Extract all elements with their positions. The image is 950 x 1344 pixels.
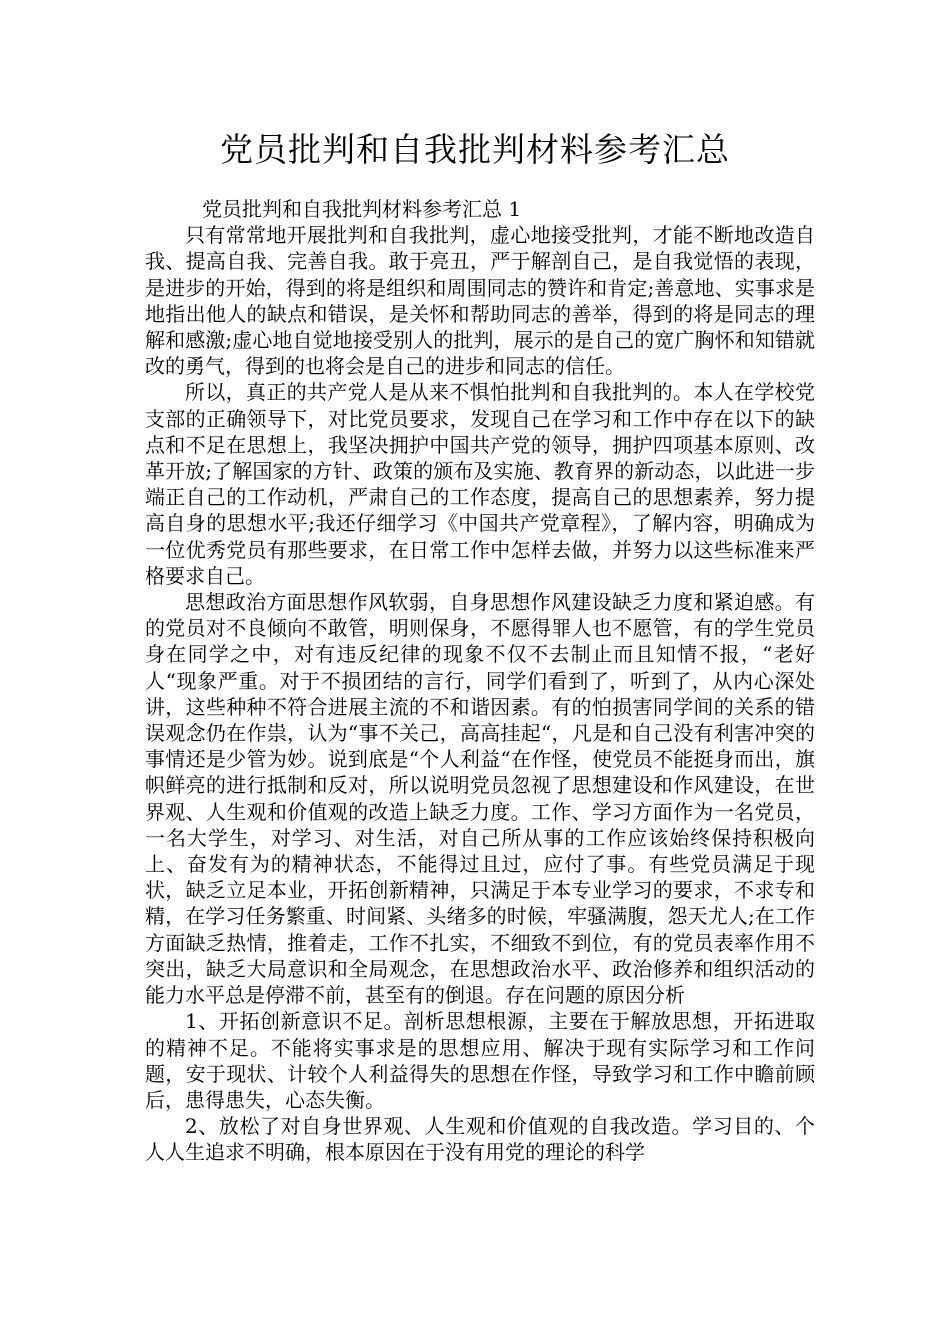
document-body (145, 196, 815, 1166)
paragraph-3: 思想政治方面思想作风软弱，自身思想作风建设缺乏力度和紧迫感。有的党员对不良倾向不敢管，明则保身，不愿得罪人也不愿管，有的学生党员身在同学之中，对有违反纪律的现象不仅不去制止而且知情不报，“老好人“现象严重。对于不损团结的言行，同学们看到了，听到了，从内心深处讲，这些种种不符合进展主流的不和谐因素。有的怕损害同学间的关系的错误观念仍在作祟，认为“事不关己，高高挂起“，凡是和自己没有利害冲突的事情还是少管为妙。说到底是“个人利益“在作怪，使党员不能挺身而出，旗帜鲜亮的进行抵制和反对，所以说明党员忽视了思想建设和作风建设，在世界观、人生观和价值观的改造上缺乏力度。工作、学习方面作为一名党员，一名大学生，对学习、对生活，对自己所从事的工作应该始终保持积极向上、奋发有为的精神状态，不能得过且过，应付了事。有些党员满足于现状，缺乏立足本业，开拓创新精神，只满足于本专业学习的要求，不求专和精，在学习任务繁重、时间紧、头绪多的时候，牢骚满腹，怨天尤人;在工作方面缺乏热情，推着走，工作不扎实，不细致不到位，有的党员表率作用不突出，缺乏大局意识和全局观念，在思想政治水平、政治修养和组织活动的能力水平总是停滞不前，甚至有的倒退。存在问题的原因分析 (145, 590, 815, 1008)
paragraph-2: 所以，真正的共产党人是从来不惧怕批判和自我批判的。本人在学校党支部的正确领导下，对比党员要求，发现自己在学习和工作中存在以下的缺点和不足在思想上，我坚决拥护中国共产党的领导，拥护四项基本原则、改革开放;了解国家的方针、政策的颁布及实施、教育界的新动态，以此进一步端正自己的工作动机，严肃自己的工作态度，提高自己的思想素养，努力提高自身的思想水平;我还仔细学习《中国共产党章程》，了解内容，明确成为一位优秀党员有那些要求，在日常工作中怎样去做，并努力以这些标准来严格要求自己。 (145, 380, 815, 588)
document-title: 党员批判和自我批判材料参考汇总 (220, 130, 730, 169)
paragraph-1: 只有常常地开展批判和自我批判，虚心地接受批判，才能不断地改造自我、提高自我、完善自我。敢于亮丑，严于解剖自己，是自我觉悟的表现，是进步的开始，得到的将是组织和周围同志的赞许和肯定;善意地、实事求是地指出他人的缺点和错误，是关怀和帮助同志的善举，得到的将是同志的理解和感激;虚心地自觉地接受别人的批判，展示的是自己的宽广胸怀和知错就改的勇气，得到的也将会是自己的进步和同志的信任。 (145, 223, 815, 379)
paragraph-4: 1、开拓创新意识不足。剖析思想根源，主要在于解放思想，开拓进取的精神不足。不能将实事求是的思想应用、解决于现有实际学习和工作问题，安于现状、计较个人利益得失的思想在作怪，导致学习和工作中瞻前顾后，患得患失，心态失衡。 (145, 1009, 815, 1112)
paragraph-5: 2、放松了对自身世界观、人生观和价值观的自我改造。学习目的、个人人生追求不明确，根本原因在于没有用党的理论的科学 (145, 1114, 815, 1165)
document-subtitle: 党员批判和自我批判材料参考汇总 1 (202, 197, 522, 221)
